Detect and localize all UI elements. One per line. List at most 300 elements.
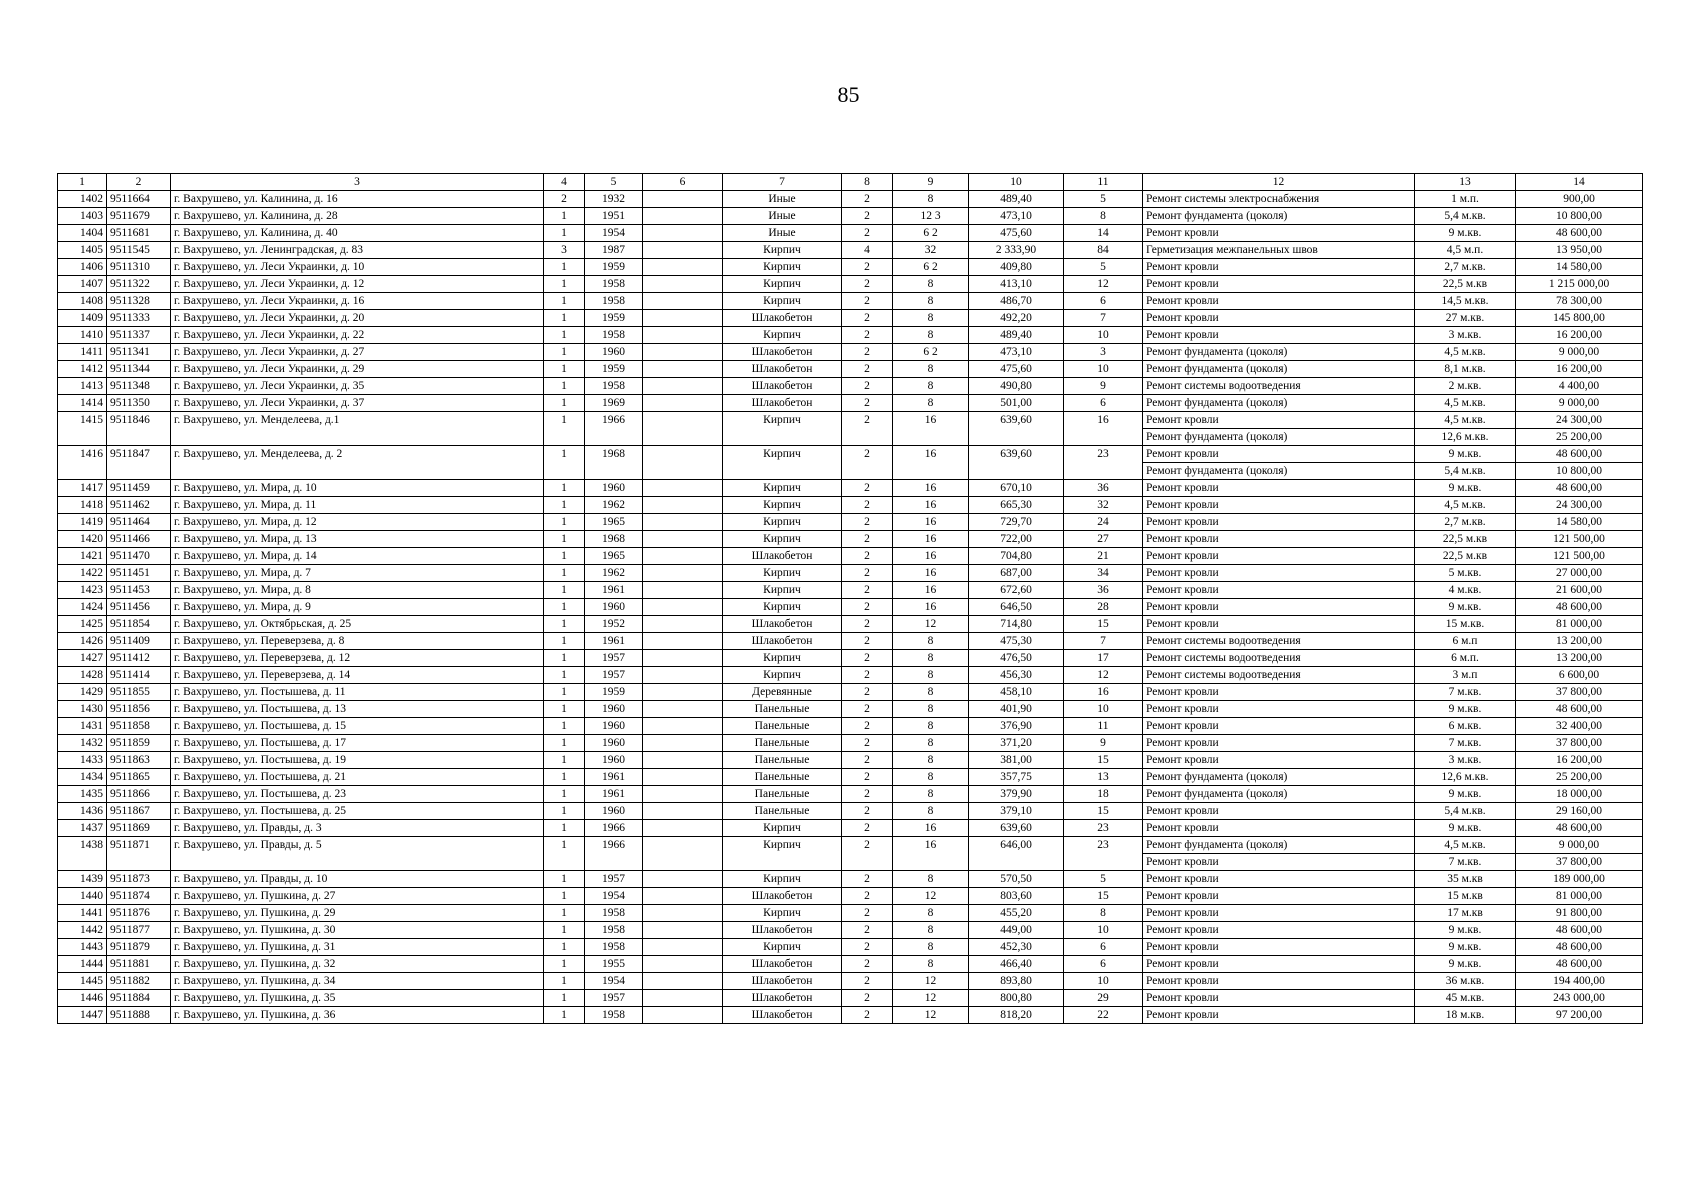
area-cell: 490,80: [969, 378, 1064, 395]
floors-cell: 2: [842, 803, 893, 820]
column-4-cell: 1: [544, 905, 585, 922]
empty-cell: [585, 854, 643, 871]
row-number-cell: 1426: [58, 633, 107, 650]
column-11-cell: 3: [1064, 344, 1143, 361]
year-built-cell: 1960: [585, 480, 643, 497]
column-9-cell: 16: [893, 480, 969, 497]
column-11-cell: 23: [1064, 820, 1143, 837]
header-cell: 7: [723, 174, 842, 191]
building-code-cell: 9511333: [107, 310, 171, 327]
work-type-cell: Ремонт кровли: [1143, 854, 1415, 871]
column-9-cell: 16: [893, 565, 969, 582]
cost-cell: 9 000,00: [1516, 395, 1643, 412]
year-built-cell: 1957: [585, 871, 643, 888]
wall-material-cell: Шлакобетон: [723, 888, 842, 905]
work-volume-cell: 9 м.кв.: [1415, 480, 1516, 497]
floors-cell: 2: [842, 548, 893, 565]
work-volume-cell: 45 м.кв.: [1415, 990, 1516, 1007]
table-row: [58, 412, 1643, 429]
work-volume-cell: 1 м.п.: [1415, 191, 1516, 208]
column-6-cell: [643, 803, 723, 820]
building-code-cell: 9511328: [107, 293, 171, 310]
work-type-cell: Ремонт кровли: [1143, 803, 1415, 820]
table-body: [58, 191, 1643, 1024]
cost-cell: 24 300,00: [1516, 497, 1643, 514]
column-6-cell: [643, 531, 723, 548]
work-type-cell: Ремонт кровли: [1143, 446, 1415, 463]
cost-cell: 32 400,00: [1516, 718, 1643, 735]
table-row: [58, 684, 1643, 701]
cost-cell: 16 200,00: [1516, 361, 1643, 378]
table-row: [58, 973, 1643, 990]
address-cell: г. Вахрушево, ул. Леси Украинки, д. 27: [171, 344, 544, 361]
empty-cell: [723, 854, 842, 871]
work-type-cell: Ремонт кровли: [1143, 514, 1415, 531]
column-4-cell: 1: [544, 650, 585, 667]
table-row: [58, 259, 1643, 276]
building-code-cell: 9511310: [107, 259, 171, 276]
area-cell: 449,00: [969, 922, 1064, 939]
column-6-cell: [643, 888, 723, 905]
building-code-cell: 9511664: [107, 191, 171, 208]
wall-material-cell: Панельные: [723, 718, 842, 735]
area-cell: 639,60: [969, 412, 1064, 429]
work-volume-cell: 9 м.кв.: [1415, 786, 1516, 803]
building-code-cell: 9511679: [107, 208, 171, 225]
column-4-cell: 1: [544, 548, 585, 565]
building-code-cell: 9511858: [107, 718, 171, 735]
wall-material-cell: Кирпич: [723, 412, 842, 429]
floors-cell: 2: [842, 378, 893, 395]
cost-cell: 189 000,00: [1516, 871, 1643, 888]
row-number-cell: 1422: [58, 565, 107, 582]
year-built-cell: 1957: [585, 667, 643, 684]
column-11-cell: 8: [1064, 208, 1143, 225]
cost-cell: 48 600,00: [1516, 922, 1643, 939]
column-6-cell: [643, 701, 723, 718]
floors-cell: 2: [842, 820, 893, 837]
column-11-cell: 17: [1064, 650, 1143, 667]
table-row: [58, 497, 1643, 514]
building-code-cell: 9511856: [107, 701, 171, 718]
row-number-cell: 1434: [58, 769, 107, 786]
building-code-cell: 9511888: [107, 1007, 171, 1024]
wall-material-cell: Шлакобетон: [723, 956, 842, 973]
year-built-cell: 1960: [585, 735, 643, 752]
row-number-cell: 1414: [58, 395, 107, 412]
building-code-cell: 9511453: [107, 582, 171, 599]
floors-cell: 2: [842, 752, 893, 769]
column-6-cell: [643, 905, 723, 922]
cost-cell: 121 500,00: [1516, 531, 1643, 548]
cost-cell: 14 580,00: [1516, 514, 1643, 531]
work-volume-cell: 4,5 м.кв.: [1415, 395, 1516, 412]
empty-cell: [544, 463, 585, 480]
work-volume-cell: 9 м.кв.: [1415, 956, 1516, 973]
year-built-cell: 1960: [585, 701, 643, 718]
column-6-cell: [643, 276, 723, 293]
table-row: [58, 344, 1643, 361]
cost-cell: 48 600,00: [1516, 446, 1643, 463]
row-number-cell: 1444: [58, 956, 107, 973]
address-cell: г. Вахрушево, ул. Пушкина, д. 34: [171, 973, 544, 990]
column-9-cell: 12: [893, 973, 969, 990]
work-volume-cell: 7 м.кв.: [1415, 684, 1516, 701]
work-type-cell: Ремонт кровли: [1143, 412, 1415, 429]
work-type-cell: Ремонт кровли: [1143, 276, 1415, 293]
wall-material-cell: Кирпич: [723, 820, 842, 837]
column-11-cell: 24: [1064, 514, 1143, 531]
building-code-cell: 9511456: [107, 599, 171, 616]
column-11-cell: 7: [1064, 633, 1143, 650]
building-code-cell: 9511873: [107, 871, 171, 888]
column-11-cell: 10: [1064, 922, 1143, 939]
area-cell: 473,10: [969, 208, 1064, 225]
empty-cell: [893, 854, 969, 871]
column-4-cell: 1: [544, 956, 585, 973]
building-code-cell: 9511459: [107, 480, 171, 497]
building-code-cell: 9511462: [107, 497, 171, 514]
column-11-cell: 29: [1064, 990, 1143, 1007]
empty-cell: [969, 463, 1064, 480]
work-type-cell: Ремонт кровли: [1143, 225, 1415, 242]
wall-material-cell: Кирпич: [723, 599, 842, 616]
wall-material-cell: Кирпич: [723, 837, 842, 854]
row-number-cell: 1429: [58, 684, 107, 701]
year-built-cell: 1951: [585, 208, 643, 225]
column-6-cell: [643, 310, 723, 327]
column-11-cell: 15: [1064, 803, 1143, 820]
work-volume-cell: 15 м.кв.: [1415, 616, 1516, 633]
building-code-cell: 9511341: [107, 344, 171, 361]
empty-cell: [723, 463, 842, 480]
wall-material-cell: Кирпич: [723, 667, 842, 684]
floors-cell: 2: [842, 735, 893, 752]
wall-material-cell: Кирпич: [723, 327, 842, 344]
work-volume-cell: 22,5 м.кв: [1415, 276, 1516, 293]
building-code-cell: 9511859: [107, 735, 171, 752]
row-number-cell: 1403: [58, 208, 107, 225]
wall-material-cell: Кирпич: [723, 293, 842, 310]
floors-cell: 2: [842, 701, 893, 718]
column-4-cell: 1: [544, 310, 585, 327]
column-9-cell: 8: [893, 684, 969, 701]
column-4-cell: 1: [544, 531, 585, 548]
column-9-cell: 8: [893, 310, 969, 327]
address-cell: г. Вахрушево, ул. Постышева, д. 11: [171, 684, 544, 701]
empty-cell: [893, 463, 969, 480]
building-code-cell: 9511322: [107, 276, 171, 293]
column-11-cell: 15: [1064, 888, 1143, 905]
wall-material-cell: Кирпич: [723, 650, 842, 667]
work-type-cell: Ремонт кровли: [1143, 616, 1415, 633]
year-built-cell: 1958: [585, 378, 643, 395]
cost-cell: 9 000,00: [1516, 344, 1643, 361]
column-4-cell: 1: [544, 990, 585, 1007]
year-built-cell: 1965: [585, 548, 643, 565]
row-number-cell: 1433: [58, 752, 107, 769]
row-number-cell: 1419: [58, 514, 107, 531]
column-4-cell: 1: [544, 888, 585, 905]
year-built-cell: 1965: [585, 514, 643, 531]
column-9-cell: 8: [893, 667, 969, 684]
building-code-cell: 9511854: [107, 616, 171, 633]
column-9-cell: 8: [893, 378, 969, 395]
address-cell: г. Вахрушево, ул. Пушкина, д. 30: [171, 922, 544, 939]
column-11-cell: 8: [1064, 905, 1143, 922]
work-type-cell: Ремонт кровли: [1143, 497, 1415, 514]
wall-material-cell: Панельные: [723, 803, 842, 820]
column-6-cell: [643, 837, 723, 854]
row-number-cell: 1445: [58, 973, 107, 990]
area-cell: 475,30: [969, 633, 1064, 650]
floors-cell: 2: [842, 497, 893, 514]
column-11-cell: 9: [1064, 378, 1143, 395]
column-6-cell: [643, 990, 723, 1007]
column-11-cell: 18: [1064, 786, 1143, 803]
header-cell: 6: [643, 174, 723, 191]
floors-cell: 2: [842, 276, 893, 293]
address-cell: г. Вахрушево, ул. Мира, д. 7: [171, 565, 544, 582]
floors-cell: 2: [842, 939, 893, 956]
building-code-cell: 9511847: [107, 446, 171, 463]
wall-material-cell: Кирпич: [723, 259, 842, 276]
year-built-cell: 1960: [585, 752, 643, 769]
cost-cell: 25 200,00: [1516, 429, 1643, 446]
table-row: [58, 939, 1643, 956]
column-11-cell: 16: [1064, 412, 1143, 429]
floors-cell: 2: [842, 191, 893, 208]
column-9-cell: 12: [893, 1007, 969, 1024]
floors-cell: 2: [842, 650, 893, 667]
work-type-cell: Ремонт кровли: [1143, 531, 1415, 548]
cost-cell: 9 000,00: [1516, 837, 1643, 854]
building-code-cell: 9511464: [107, 514, 171, 531]
column-9-cell: 16: [893, 820, 969, 837]
table-row: [58, 514, 1643, 531]
cost-cell: 27 000,00: [1516, 565, 1643, 582]
work-type-cell: Ремонт кровли: [1143, 1007, 1415, 1024]
work-volume-cell: 9 м.кв.: [1415, 820, 1516, 837]
row-number-cell: 1406: [58, 259, 107, 276]
column-6-cell: [643, 599, 723, 616]
column-9-cell: 8: [893, 361, 969, 378]
cost-cell: 29 160,00: [1516, 803, 1643, 820]
table-row: [58, 327, 1643, 344]
building-code-cell: 9511876: [107, 905, 171, 922]
column-11-cell: 11: [1064, 718, 1143, 735]
area-cell: 818,20: [969, 1007, 1064, 1024]
column-4-cell: 1: [544, 412, 585, 429]
row-number-cell: 1425: [58, 616, 107, 633]
cost-cell: 145 800,00: [1516, 310, 1643, 327]
column-9-cell: 8: [893, 735, 969, 752]
repair-register-table: [57, 173, 1643, 1024]
address-cell: г. Вахрушево, ул. Правды, д. 10: [171, 871, 544, 888]
column-6-cell: [643, 684, 723, 701]
address-cell: г. Вахрушево, ул. Ленинградская, д. 83: [171, 242, 544, 259]
work-volume-cell: 9 м.кв.: [1415, 701, 1516, 718]
row-number-cell: 1423: [58, 582, 107, 599]
wall-material-cell: Панельные: [723, 735, 842, 752]
column-4-cell: 1: [544, 293, 585, 310]
empty-cell: [842, 854, 893, 871]
column-4-cell: 3: [544, 242, 585, 259]
column-6-cell: [643, 446, 723, 463]
row-number-cell: 1441: [58, 905, 107, 922]
work-volume-cell: 12,6 м.кв.: [1415, 769, 1516, 786]
building-code-cell: 9511879: [107, 939, 171, 956]
floors-cell: 2: [842, 922, 893, 939]
wall-material-cell: Шлакобетон: [723, 922, 842, 939]
cost-cell: 78 300,00: [1516, 293, 1643, 310]
table-row: [58, 276, 1643, 293]
column-11-cell: 84: [1064, 242, 1143, 259]
column-6-cell: [643, 378, 723, 395]
column-9-cell: 16: [893, 531, 969, 548]
row-number-cell: 1435: [58, 786, 107, 803]
column-11-cell: 14: [1064, 225, 1143, 242]
work-type-cell: Ремонт системы электроснабжения: [1143, 191, 1415, 208]
year-built-cell: 1968: [585, 531, 643, 548]
wall-material-cell: Шлакобетон: [723, 378, 842, 395]
area-cell: 492,20: [969, 310, 1064, 327]
header-cell: 13: [1415, 174, 1516, 191]
column-9-cell: 8: [893, 939, 969, 956]
wall-material-cell: Иные: [723, 208, 842, 225]
header-cell: 8: [842, 174, 893, 191]
row-number-cell: 1440: [58, 888, 107, 905]
empty-cell: [1064, 429, 1143, 446]
year-built-cell: 1955: [585, 956, 643, 973]
column-11-cell: 13: [1064, 769, 1143, 786]
work-type-cell: Ремонт кровли: [1143, 956, 1415, 973]
floors-cell: 2: [842, 412, 893, 429]
empty-cell: [643, 463, 723, 480]
column-6-cell: [643, 514, 723, 531]
column-6-cell: [643, 548, 723, 565]
year-built-cell: 1960: [585, 803, 643, 820]
column-6-cell: [643, 769, 723, 786]
table-row-continuation: [58, 429, 1643, 446]
column-11-cell: 6: [1064, 956, 1143, 973]
wall-material-cell: Панельные: [723, 786, 842, 803]
cost-cell: 37 800,00: [1516, 854, 1643, 871]
header-cell: 14: [1516, 174, 1643, 191]
work-volume-cell: 15 м.кв: [1415, 888, 1516, 905]
row-number-cell: 1437: [58, 820, 107, 837]
area-cell: 401,90: [969, 701, 1064, 718]
work-volume-cell: 9 м.кв.: [1415, 599, 1516, 616]
work-type-cell: Ремонт системы водоотведения: [1143, 378, 1415, 395]
floors-cell: 4: [842, 242, 893, 259]
table-row: [58, 616, 1643, 633]
column-4-cell: 1: [544, 820, 585, 837]
year-built-cell: 1959: [585, 684, 643, 701]
table-row: [58, 922, 1643, 939]
column-6-cell: [643, 582, 723, 599]
address-cell: г. Вахрушево, ул. Калинина, д. 28: [171, 208, 544, 225]
area-cell: 722,00: [969, 531, 1064, 548]
floors-cell: 2: [842, 837, 893, 854]
wall-material-cell: Кирпич: [723, 905, 842, 922]
cost-cell: 97 200,00: [1516, 1007, 1643, 1024]
work-volume-cell: 4,5 м.кв.: [1415, 497, 1516, 514]
column-9-cell: 16: [893, 548, 969, 565]
wall-material-cell: Шлакобетон: [723, 344, 842, 361]
row-number-cell: 1420: [58, 531, 107, 548]
empty-cell: [107, 463, 171, 480]
building-code-cell: 9511545: [107, 242, 171, 259]
floors-cell: 2: [842, 684, 893, 701]
address-cell: г. Вахрушево, ул. Правды, д. 5: [171, 837, 544, 854]
year-built-cell: 1960: [585, 718, 643, 735]
work-type-cell: Ремонт кровли: [1143, 735, 1415, 752]
address-cell: г. Вахрушево, ул. Постышева, д. 19: [171, 752, 544, 769]
empty-cell: [842, 429, 893, 446]
column-9-cell: 6 2: [893, 259, 969, 276]
column-6-cell: [643, 412, 723, 429]
row-number-cell: 1442: [58, 922, 107, 939]
work-type-cell: Ремонт кровли: [1143, 701, 1415, 718]
building-code-cell: 9511882: [107, 973, 171, 990]
cost-cell: 81 000,00: [1516, 616, 1643, 633]
building-code-cell: 9511867: [107, 803, 171, 820]
column-9-cell: 16: [893, 446, 969, 463]
building-code-cell: 9511884: [107, 990, 171, 1007]
area-cell: 452,30: [969, 939, 1064, 956]
empty-cell: [643, 429, 723, 446]
building-code-cell: 9511414: [107, 667, 171, 684]
address-cell: г. Вахрушево, ул. Леси Украинки, д. 20: [171, 310, 544, 327]
table-row: [58, 208, 1643, 225]
area-cell: 381,00: [969, 752, 1064, 769]
building-code-cell: 9511466: [107, 531, 171, 548]
work-volume-cell: 9 м.кв.: [1415, 446, 1516, 463]
column-11-cell: 12: [1064, 276, 1143, 293]
column-9-cell: 8: [893, 905, 969, 922]
work-volume-cell: 36 м.кв.: [1415, 973, 1516, 990]
floors-cell: 2: [842, 871, 893, 888]
row-number-cell: 1413: [58, 378, 107, 395]
cost-cell: 91 800,00: [1516, 905, 1643, 922]
cost-cell: 121 500,00: [1516, 548, 1643, 565]
address-cell: г. Вахрушево, ул. Мира, д. 14: [171, 548, 544, 565]
column-6-cell: [643, 786, 723, 803]
cost-cell: 13 950,00: [1516, 242, 1643, 259]
floors-cell: 2: [842, 480, 893, 497]
area-cell: 476,50: [969, 650, 1064, 667]
row-number-cell: 1428: [58, 667, 107, 684]
area-cell: 729,70: [969, 514, 1064, 531]
address-cell: г. Вахрушево, ул. Калинина, д. 16: [171, 191, 544, 208]
column-6-cell: [643, 871, 723, 888]
column-4-cell: 1: [544, 599, 585, 616]
table-row-continuation: [58, 854, 1643, 871]
work-volume-cell: 2,7 м.кв.: [1415, 514, 1516, 531]
row-number-cell: 1407: [58, 276, 107, 293]
work-volume-cell: 7 м.кв.: [1415, 854, 1516, 871]
area-cell: 893,80: [969, 973, 1064, 990]
column-9-cell: 16: [893, 582, 969, 599]
column-4-cell: 1: [544, 616, 585, 633]
column-4-cell: 1: [544, 565, 585, 582]
column-4-cell: 1: [544, 344, 585, 361]
column-9-cell: 8: [893, 395, 969, 412]
work-volume-cell: 14,5 м.кв.: [1415, 293, 1516, 310]
work-volume-cell: 7 м.кв.: [1415, 735, 1516, 752]
column-4-cell: 1: [544, 582, 585, 599]
